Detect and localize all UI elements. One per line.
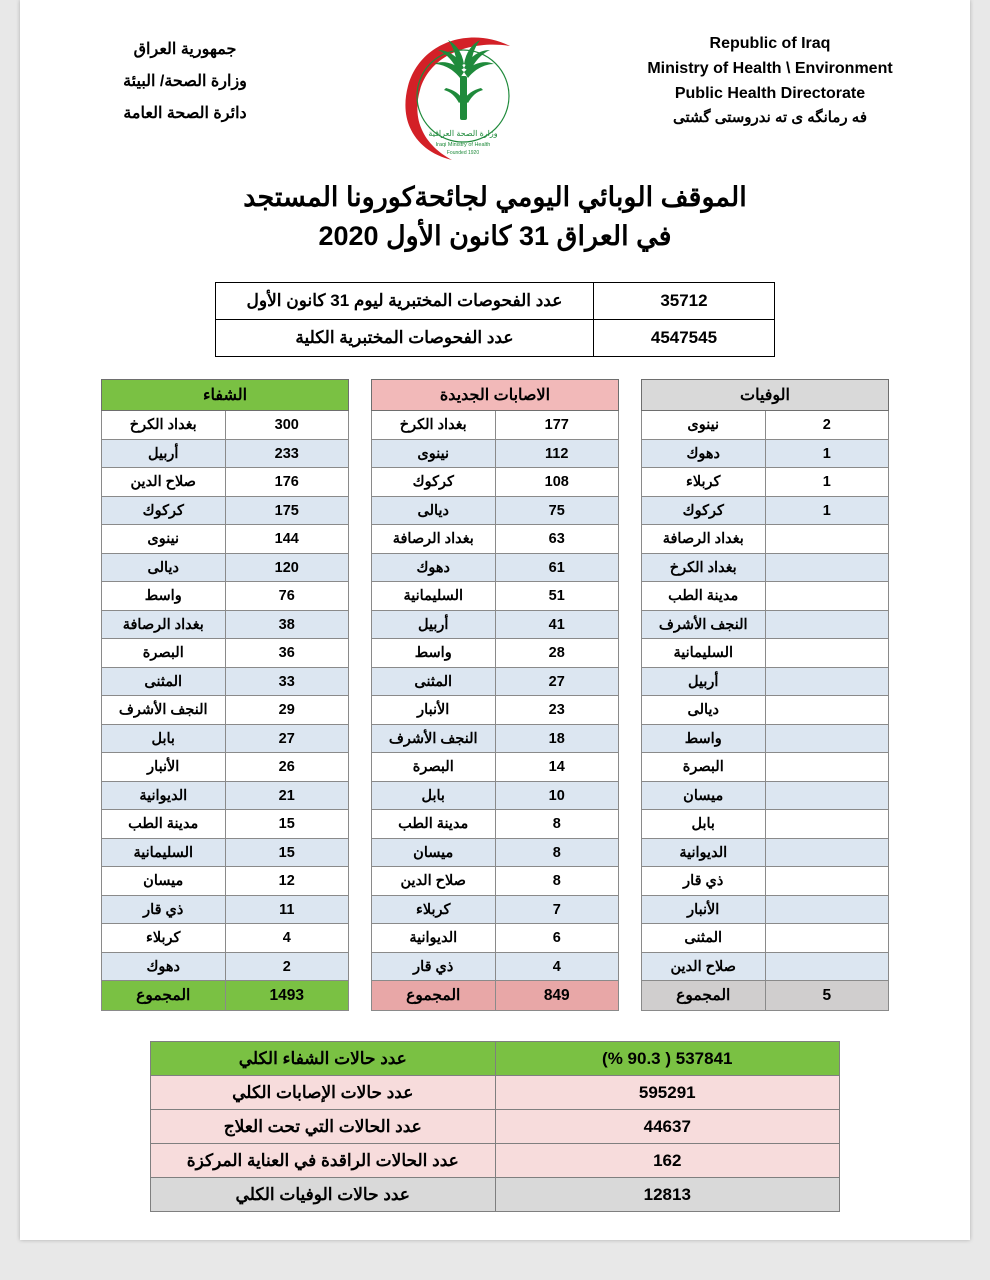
table-row — [102, 696, 349, 725]
table-row — [642, 838, 889, 867]
new_cases-row-label: نينوى — [372, 439, 496, 468]
deaths-row-label: كربلاء — [642, 468, 766, 497]
table-row — [102, 496, 349, 525]
new_cases-row-label: بغداد الرصافة — [372, 525, 496, 554]
deaths-row-value — [765, 696, 889, 725]
deaths-row-value: 1 — [765, 496, 889, 525]
deaths-table-title: الوفيات — [642, 380, 889, 411]
table-row — [642, 810, 889, 839]
deaths-row-label: واسط — [642, 724, 766, 753]
table-row — [642, 639, 889, 668]
deaths-row-value — [765, 838, 889, 867]
table-row — [372, 582, 619, 611]
new_cases-row-label: صلاح الدين — [372, 867, 496, 896]
deaths-total-label: المجموع — [642, 981, 766, 1011]
table-header-row — [102, 380, 349, 411]
table-row — [372, 411, 619, 440]
new_cases-row-value: 27 — [495, 667, 619, 696]
deaths-row-label: ميسان — [642, 781, 766, 810]
lab-tests-table — [215, 282, 775, 357]
new_cases-row-label: ذي قار — [372, 952, 496, 981]
new_cases-row-value: 8 — [495, 838, 619, 867]
table-row — [642, 781, 889, 810]
table-row — [102, 810, 349, 839]
recovered-row-value: 38 — [225, 610, 349, 639]
header-arabic-line-3: دائرة الصحة العامة — [123, 105, 247, 122]
recovered-row-value: 26 — [225, 753, 349, 782]
governorate-tables — [20, 379, 970, 1011]
table-row — [102, 867, 349, 896]
new_cases-row-label: الأنبار — [372, 696, 496, 725]
new_cases-row-value: 112 — [495, 439, 619, 468]
deaths-row-label: السليمانية — [642, 639, 766, 668]
deaths-row-label: بغداد الرصافة — [642, 525, 766, 554]
recovered-row-label: النجف الأشرف — [102, 696, 226, 725]
new_cases-row-value: 28 — [495, 639, 619, 668]
page-title — [20, 178, 970, 256]
deaths-row-label: صلاح الدين — [642, 952, 766, 981]
new_cases-row-value: 10 — [495, 781, 619, 810]
recovered-row-value: 29 — [225, 696, 349, 725]
recovered-row-label: المثنى — [102, 667, 226, 696]
table-total-row — [372, 981, 619, 1011]
deaths-row-label: النجف الأشرف — [642, 610, 766, 639]
recovered-row-label: ذي قار — [102, 895, 226, 924]
table-row — [372, 696, 619, 725]
table-row — [642, 696, 889, 725]
table-row — [372, 895, 619, 924]
recovered-row-value: 176 — [225, 468, 349, 497]
recovered-row-label: كركوك — [102, 496, 226, 525]
summary-table — [150, 1041, 840, 1212]
deaths-row-value — [765, 924, 889, 953]
deaths-row-label: الأنبار — [642, 895, 766, 924]
deaths-row-value: 1 — [765, 468, 889, 497]
deaths-row-value — [765, 582, 889, 611]
deaths-row-value — [765, 525, 889, 554]
table-header-row — [372, 380, 619, 411]
table-row — [642, 411, 889, 440]
summary-value: 537841 ( 90.3 %) — [495, 1042, 839, 1076]
table-row — [642, 582, 889, 611]
recovered-row-value: 36 — [225, 639, 349, 668]
new_cases-row-value: 8 — [495, 867, 619, 896]
recovered-row-label: مدينة الطب — [102, 810, 226, 839]
table-row — [642, 553, 889, 582]
deaths-row-label: الديوانية — [642, 838, 766, 867]
deaths-row-value — [765, 810, 889, 839]
table-row — [642, 667, 889, 696]
summary-row — [151, 1178, 840, 1212]
table-row — [642, 468, 889, 497]
total-tests-label: عدد الفحوصات المختبرية الكلية — [216, 320, 594, 357]
table-row — [372, 496, 619, 525]
header-english-line-3: Public Health Directorate — [674, 84, 866, 102]
recovered-total-label: المجموع — [102, 981, 226, 1011]
summary-label: عدد حالات الوفيات الكلي — [151, 1178, 496, 1212]
ministry-logo-icon — [360, 24, 560, 164]
new_cases-row-value: 51 — [495, 582, 619, 611]
recovered-row-value: 21 — [225, 781, 349, 810]
new_cases-row-value: 8 — [495, 810, 619, 839]
deaths-row-label: المثنى — [642, 924, 766, 953]
deaths-row-label: بغداد الكرخ — [642, 553, 766, 582]
new_cases-row-label: دهوك — [372, 553, 496, 582]
table-row — [642, 439, 889, 468]
recovered-table — [101, 379, 349, 1011]
new_cases-row-value: 63 — [495, 525, 619, 554]
table-row — [102, 468, 349, 497]
recovered-row-label: نينوى — [102, 525, 226, 554]
new_cases-row-label: كركوك — [372, 468, 496, 497]
table-row — [102, 525, 349, 554]
table-row — [372, 952, 619, 981]
recovered-row-value: 120 — [225, 553, 349, 582]
new_cases-row-value: 108 — [495, 468, 619, 497]
header-english-line-2: Ministry of Health \ Environment — [647, 59, 893, 77]
table-header-row — [642, 380, 889, 411]
new_cases-row-label: بابل — [372, 781, 496, 810]
recovered-row-label: ميسان — [102, 867, 226, 896]
summary-label: عدد حالات الإصابات الكلي — [151, 1076, 496, 1110]
recovered-row-label: بابل — [102, 724, 226, 753]
table-row — [372, 610, 619, 639]
summary-value: 595291 — [495, 1076, 839, 1110]
table-row — [372, 667, 619, 696]
table-row — [102, 924, 349, 953]
table-row — [642, 525, 889, 554]
recovered-row-value: 144 — [225, 525, 349, 554]
summary-row — [151, 1110, 840, 1144]
recovered-row-value: 4 — [225, 924, 349, 953]
table-row — [642, 753, 889, 782]
new_cases-row-value: 6 — [495, 924, 619, 953]
deaths-row-value — [765, 724, 889, 753]
new_cases-row-label: السليمانية — [372, 582, 496, 611]
recovered-row-label: صلاح الدين — [102, 468, 226, 497]
table-row — [102, 781, 349, 810]
header-kurdish-line: فه رمانگه ی ته ندروستی گشتی — [672, 109, 868, 127]
recovered-row-value: 76 — [225, 582, 349, 611]
recovered-row-label: الأنبار — [102, 753, 226, 782]
recovered-row-label: الديوانية — [102, 781, 226, 810]
deaths-row-label: نينوى — [642, 411, 766, 440]
table-row — [102, 724, 349, 753]
recovered-row-value: 175 — [225, 496, 349, 525]
deaths-row-value — [765, 553, 889, 582]
deaths-table — [641, 379, 889, 1011]
table-row — [102, 838, 349, 867]
new_cases-row-value: 4 — [495, 952, 619, 981]
table-row — [102, 411, 349, 440]
deaths-row-value — [765, 753, 889, 782]
deaths-total-value: 5 — [765, 981, 889, 1011]
deaths-row-label: مدينة الطب — [642, 582, 766, 611]
deaths-row-label: ديالى — [642, 696, 766, 725]
table-row — [642, 724, 889, 753]
new-cases-table — [371, 379, 619, 1011]
summary-value: 44637 — [495, 1110, 839, 1144]
table-row — [102, 753, 349, 782]
recovered-row-label: كربلاء — [102, 924, 226, 953]
daily-tests-value: 35712 — [593, 283, 774, 320]
table-row — [372, 553, 619, 582]
recovered-row-value: 15 — [225, 838, 349, 867]
new_cases-row-value: 61 — [495, 553, 619, 582]
table-row — [642, 952, 889, 981]
deaths-row-label: ذي قار — [642, 867, 766, 896]
deaths-row-label: البصرة — [642, 753, 766, 782]
deaths-row-value: 2 — [765, 411, 889, 440]
table-total-row — [102, 981, 349, 1011]
table-row — [372, 753, 619, 782]
deaths-row-value — [765, 781, 889, 810]
new_cases-row-label: ديالى — [372, 496, 496, 525]
table-row — [216, 283, 775, 320]
deaths-row-value — [765, 952, 889, 981]
table-total-row — [642, 981, 889, 1011]
recovered-total-value: 1493 — [225, 981, 349, 1011]
new_cases-row-value: 14 — [495, 753, 619, 782]
svg-text:Founded 1920: Founded 1920 — [446, 150, 480, 156]
recovered-row-value: 11 — [225, 895, 349, 924]
recovered-row-value: 15 — [225, 810, 349, 839]
deaths-row-value — [765, 610, 889, 639]
header-english-line-1: Republic of Iraq — [709, 35, 831, 52]
table-row — [102, 667, 349, 696]
summary-label: عدد حالات الشفاء الكلي — [151, 1042, 496, 1076]
header-arabic-line-1: جمهورية العراق — [133, 41, 237, 58]
table-row — [102, 582, 349, 611]
table-row — [642, 610, 889, 639]
new_cases-row-label: كربلاء — [372, 895, 496, 924]
header-english-block — [610, 24, 930, 130]
table-row — [372, 781, 619, 810]
summary-label: عدد الحالات الراقدة في العناية المركزة — [151, 1144, 496, 1178]
recovered-row-value: 33 — [225, 667, 349, 696]
recovered-row-label: السليمانية — [102, 838, 226, 867]
deaths-row-value — [765, 639, 889, 668]
deaths-row-value — [765, 867, 889, 896]
summary-value: 12813 — [495, 1178, 839, 1212]
summary-value: 162 — [495, 1144, 839, 1178]
summary-row — [151, 1042, 840, 1076]
table-row — [102, 553, 349, 582]
new_cases-row-value: 23 — [495, 696, 619, 725]
summary-row — [151, 1076, 840, 1110]
table-row — [372, 838, 619, 867]
svg-text:Iraqi Ministry of Health: Iraqi Ministry of Health — [435, 142, 491, 148]
total-tests-value: 4547545 — [593, 320, 774, 357]
new_cases-row-label: الديوانية — [372, 924, 496, 953]
deaths-row-label: دهوك — [642, 439, 766, 468]
recovered-row-label: واسط — [102, 582, 226, 611]
new_cases-total-label: المجموع — [372, 981, 496, 1011]
report-page — [20, 0, 970, 1240]
deaths-row-label: أربيل — [642, 667, 766, 696]
recovered-row-value: 2 — [225, 952, 349, 981]
new_cases-row-value: 177 — [495, 411, 619, 440]
new_cases-row-label: ميسان — [372, 838, 496, 867]
daily-tests-label: عدد الفحوصات المختبرية ليوم 31 كانون الأول — [216, 283, 594, 320]
header-arabic-block — [60, 24, 310, 130]
recovered-row-label: دهوك — [102, 952, 226, 981]
recovered-row-label: أربيل — [102, 439, 226, 468]
new_cases-row-value: 18 — [495, 724, 619, 753]
table-row — [642, 867, 889, 896]
deaths-row-label: كركوك — [642, 496, 766, 525]
recovered-table-title: الشفاء — [102, 380, 349, 411]
recovered-row-label: البصرة — [102, 639, 226, 668]
new_cases-row-label: البصرة — [372, 753, 496, 782]
page-title-line-1: الموقف الوبائي اليومي لجائحةكورونا المستجد — [243, 182, 747, 212]
table-row — [372, 439, 619, 468]
recovered-row-label: بغداد الكرخ — [102, 411, 226, 440]
new-cases-table-title: الاصابات الجديدة — [372, 380, 619, 411]
deaths-row-value: 1 — [765, 439, 889, 468]
new_cases-row-label: أربيل — [372, 610, 496, 639]
table-row — [372, 639, 619, 668]
table-row — [372, 525, 619, 554]
table-row — [642, 496, 889, 525]
new_cases-row-label: النجف الأشرف — [372, 724, 496, 753]
table-row — [372, 867, 619, 896]
recovered-row-value: 12 — [225, 867, 349, 896]
recovered-row-value: 233 — [225, 439, 349, 468]
new_cases-row-value: 75 — [495, 496, 619, 525]
new_cases-row-label: مدينة الطب — [372, 810, 496, 839]
table-row — [642, 895, 889, 924]
table-row — [372, 810, 619, 839]
summary-label: عدد الحالات التي تحت العلاج — [151, 1110, 496, 1144]
table-row — [102, 952, 349, 981]
new_cases-row-label: المثنى — [372, 667, 496, 696]
table-row — [102, 439, 349, 468]
header-arabic-line-2: وزارة الصحة/ البيئة — [123, 73, 247, 90]
new_cases-row-label: واسط — [372, 639, 496, 668]
recovered-row-label: بغداد الرصافة — [102, 610, 226, 639]
table-row — [372, 724, 619, 753]
table-row — [102, 895, 349, 924]
new_cases-row-label: بغداد الكرخ — [372, 411, 496, 440]
table-row — [642, 924, 889, 953]
table-row — [216, 320, 775, 357]
table-row — [102, 639, 349, 668]
page-title-line-2: في العراق 31 كانون الأول 2020 — [318, 221, 672, 252]
new_cases-total-value: 849 — [495, 981, 619, 1011]
new_cases-row-value: 7 — [495, 895, 619, 924]
recovered-row-value: 300 — [225, 411, 349, 440]
recovered-row-value: 27 — [225, 724, 349, 753]
page-header — [20, 0, 970, 164]
summary-row — [151, 1144, 840, 1178]
deaths-row-value — [765, 895, 889, 924]
deaths-row-value — [765, 667, 889, 696]
table-row — [372, 468, 619, 497]
table-row — [102, 610, 349, 639]
table-row — [372, 924, 619, 953]
deaths-row-label: بابل — [642, 810, 766, 839]
recovered-row-label: ديالى — [102, 553, 226, 582]
svg-text:وزارة الصحة العراقية: وزارة الصحة العراقية — [428, 129, 498, 138]
new_cases-row-value: 41 — [495, 610, 619, 639]
